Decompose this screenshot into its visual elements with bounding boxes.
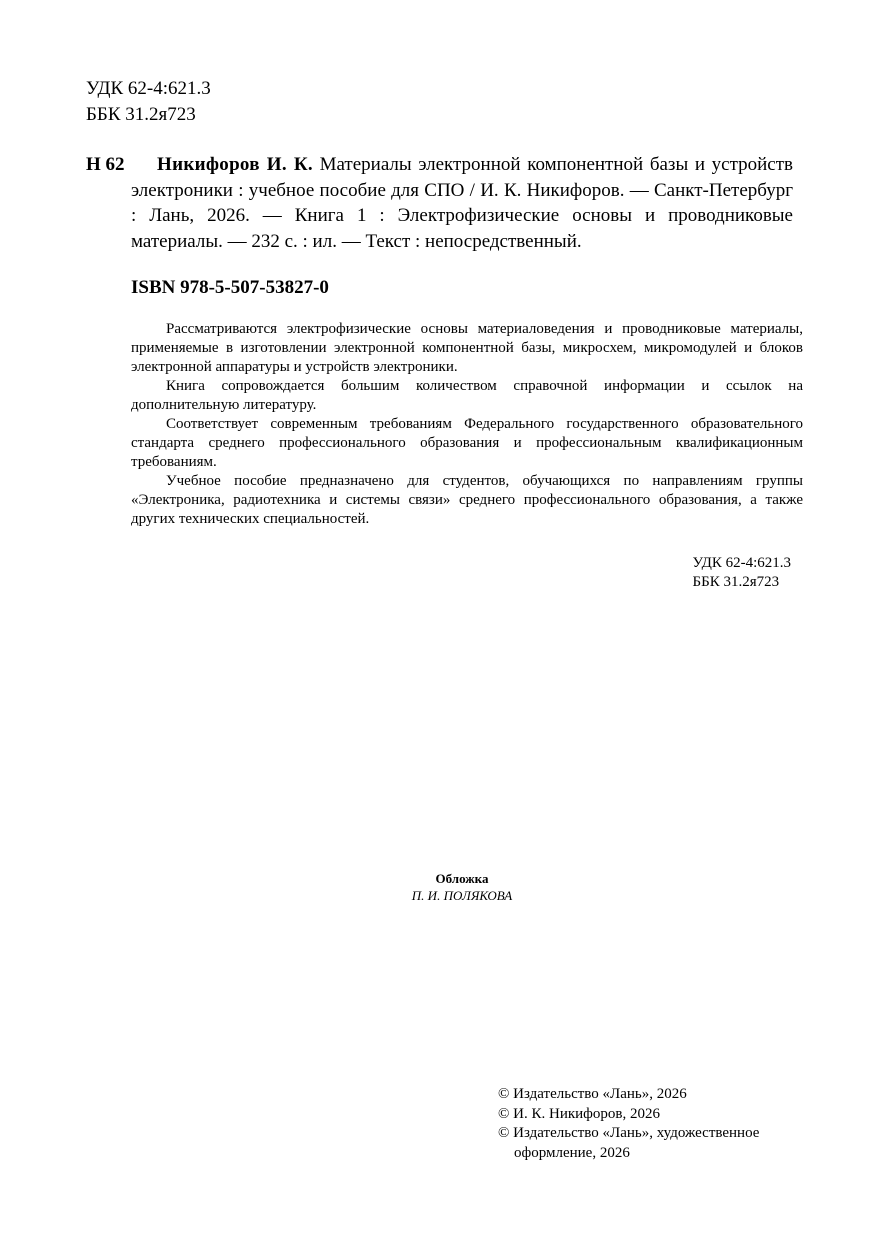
classification-block-top	[86, 76, 211, 128]
copyright-line: © Издательство «Лань», художественное оформление, 2026	[498, 1125, 760, 1161]
bibliographic-description: Материалы электронной компонентной базы и устройств электроники : учебное пособие для СПО / И. К. Никифоров. — Санкт-Петербург : Лань, 2026. — Книга 1 : Электрофизические основы и проводниковые материалы. — 232 с. : ил. — Текст : непосредственный.	[131, 154, 793, 252]
isbn: ISBN 978-5-507-53827-0	[131, 277, 329, 298]
annotation	[131, 320, 803, 529]
cover-credit-label: Обложка	[435, 871, 489, 886]
udk-code: УДК 62-4:621.3	[692, 555, 791, 571]
annotation-paragraph: Соответствует современным требованиям Федерального государственного образовательного стандарта среднего профессионального образования и профессиональным квалификационным требованиям.	[131, 416, 803, 470]
annotation-paragraph: Рассматриваются электрофизические основы материаловедения и проводниковые материалы, применяемые в изготовлении электронной компонентной базы, микросхем, микромодулей и блоков электронной аппаратуры и устройств электроники.	[131, 321, 803, 375]
bibliographic-record	[131, 152, 793, 254]
author-sign: Н 62	[86, 154, 125, 175]
bbk-code: ББК 31.2я723	[692, 574, 780, 590]
copyright-block	[498, 1085, 818, 1163]
bbk-code: ББК 31.2я723	[86, 104, 196, 125]
copyright-line: © И. К. Никифоров, 2026	[498, 1105, 660, 1122]
copyright-line: © Издательство «Лань», 2026	[498, 1086, 687, 1102]
annotation-paragraph: Книга сопровождается большим количеством справочной информации и ссылок на дополнительную литературу.	[131, 378, 803, 413]
classification-block-bottom	[692, 554, 791, 592]
udk-code: УДК 62-4:621.3	[86, 78, 211, 99]
annotation-paragraph: Учебное пособие предназначено для студентов, обучающихся по направлениям группы «Электроника, радиотехника и системы связи» среднего профессионального образования, а также других технических специальностей.	[131, 473, 803, 527]
cover-credit	[0, 870, 876, 904]
author-name: Никифоров И. К.	[157, 154, 313, 175]
cover-credit-name: П. И. ПОЛЯКОВА	[411, 888, 513, 903]
